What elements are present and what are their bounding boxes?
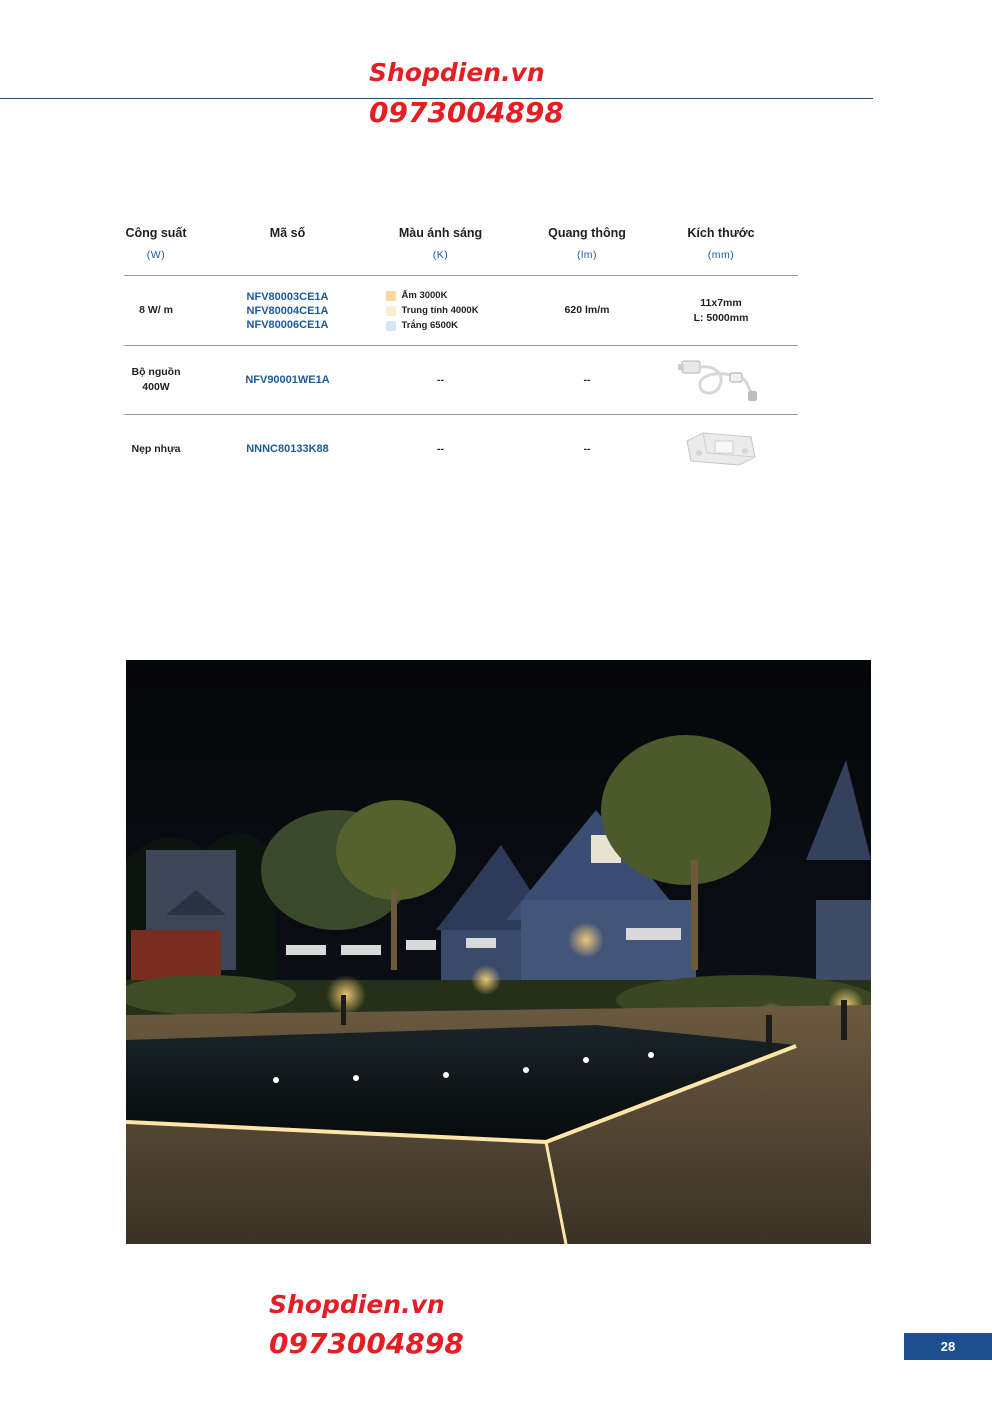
watermark-site-bottom: Shopdien.vn bbox=[269, 1290, 445, 1319]
cell-light-colors: -- bbox=[437, 373, 444, 386]
cell-power: Nẹp nhựa bbox=[131, 442, 181, 455]
product-code: NFV80004CE1A bbox=[246, 304, 329, 317]
header-light-color: Màu ánh sáng (K) bbox=[398, 226, 483, 261]
color-option-neutral: Trung tính 4000K bbox=[386, 303, 479, 318]
plastic-clip-image bbox=[660, 415, 782, 483]
cell-power: 8 W/ m bbox=[139, 304, 173, 316]
spec-table bbox=[124, 215, 798, 483]
cell-power: Bộ nguồn 400W bbox=[131, 366, 181, 393]
header-power: Công suất (W) bbox=[125, 226, 187, 261]
header-luminous-flux: Quang thông (lm) bbox=[548, 226, 626, 261]
night-pool-image bbox=[126, 660, 871, 1244]
cell-codes bbox=[225, 276, 350, 345]
product-code: NFV90001WE1A bbox=[245, 374, 330, 386]
power-adapter-image bbox=[660, 346, 782, 414]
color-option-warm: Ấm 3000K bbox=[386, 288, 448, 303]
product-code: NFV80003CE1A bbox=[246, 290, 329, 303]
table-header bbox=[124, 215, 798, 276]
table-row bbox=[124, 346, 798, 415]
table-row bbox=[124, 415, 798, 483]
cell-flux: -- bbox=[583, 442, 591, 455]
warm-swatch-icon bbox=[386, 291, 396, 301]
product-code: NFV80006CE1A bbox=[246, 318, 329, 331]
cell-light-colors bbox=[373, 276, 508, 345]
plastic-clip-icon bbox=[679, 427, 763, 471]
header-dimensions: Kích thước (mm) bbox=[687, 226, 755, 261]
cell-flux: 620 lm/m bbox=[564, 304, 610, 316]
white-swatch-icon bbox=[386, 321, 396, 331]
page-number: 28 bbox=[904, 1333, 992, 1360]
product-code: NNNC80133K88 bbox=[246, 443, 329, 455]
neutral-swatch-icon bbox=[386, 306, 396, 316]
cell-flux: -- bbox=[583, 373, 591, 386]
watermark-phone-top: 0973004898 bbox=[369, 96, 564, 129]
table-row bbox=[124, 276, 798, 346]
cell-size: 11x7mm L: 5000mm bbox=[693, 296, 749, 324]
watermark-phone-bottom: 0973004898 bbox=[269, 1327, 464, 1360]
watermark-site-top: Shopdien.vn bbox=[369, 58, 545, 87]
power-adapter-icon bbox=[676, 353, 766, 407]
color-option-white: Trắng 6500K bbox=[386, 318, 459, 333]
night-resort-photo bbox=[126, 660, 871, 1244]
header-code: Mã số bbox=[269, 226, 306, 240]
cell-light-colors: -- bbox=[437, 442, 444, 455]
